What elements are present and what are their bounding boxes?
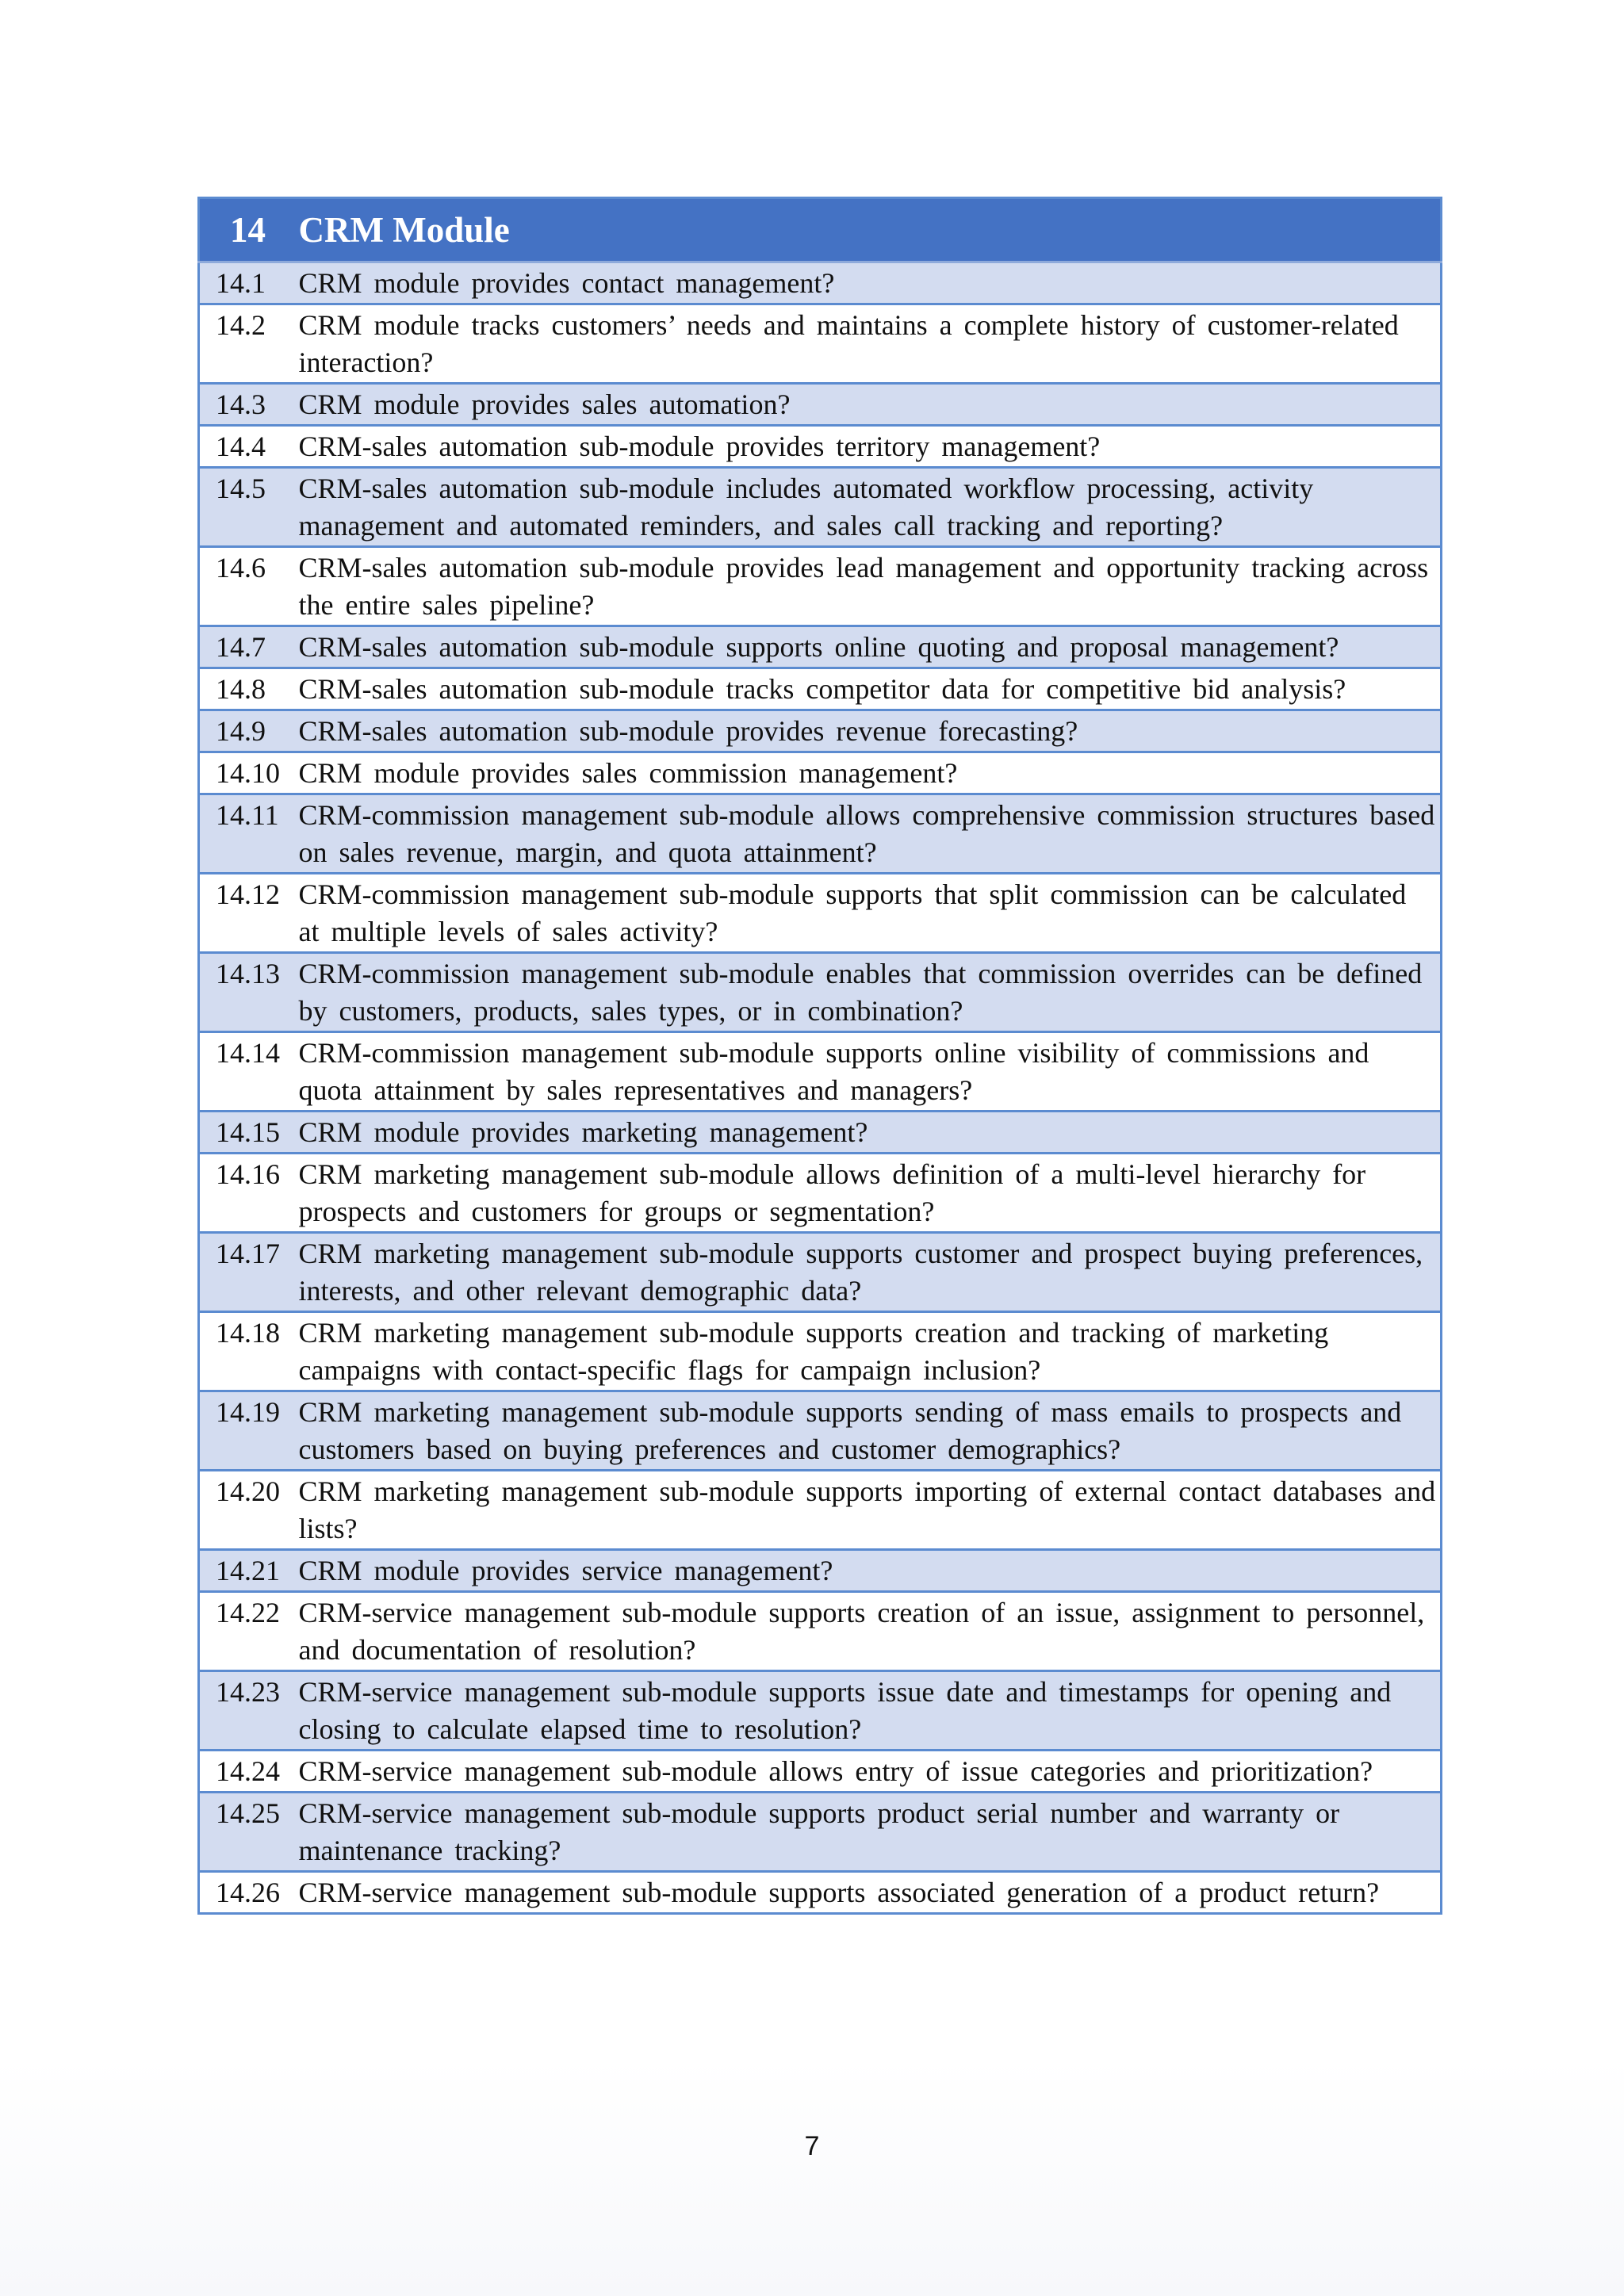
table-row <box>199 874 1442 953</box>
table-row <box>199 794 1442 874</box>
table-row <box>199 1793 1442 1872</box>
table-row <box>199 953 1442 1032</box>
table-row <box>199 1391 1442 1471</box>
row-question: CRM-commission management sub-module supports online visibility of commissions and quota attainment by sales representatives and managers? <box>299 1032 1442 1112</box>
row-number: 14.16 <box>199 1154 299 1233</box>
table-row <box>199 710 1442 752</box>
table-row <box>199 1592 1442 1671</box>
table-row <box>199 262 1442 304</box>
row-number: 14.25 <box>199 1793 299 1872</box>
row-question: CRM-sales automation sub-module provides lead management and opportunity tracking across the entire sales pipeline? <box>299 547 1442 626</box>
row-number: 14.6 <box>199 547 299 626</box>
row-question: CRM module tracks customers’ needs and maintains a complete history of customer-related interaction? <box>299 304 1442 384</box>
row-question: CRM module provides sales commission management? <box>299 752 1442 794</box>
section-header-row <box>199 198 1442 262</box>
row-question: CRM-service management sub-module supports creation of an issue, assignment to personnel, and documentation of resolution? <box>299 1592 1442 1671</box>
table-row <box>199 547 1442 626</box>
row-number: 14.12 <box>199 874 299 953</box>
table-row <box>199 1233 1442 1312</box>
row-question: CRM marketing management sub-module supports creation and tracking of marketing campaigns with contact-specific flags for campaign inclusion? <box>299 1312 1442 1391</box>
section-title: CRM Module <box>299 198 1442 262</box>
row-number: 14.22 <box>199 1592 299 1671</box>
row-number: 14.8 <box>199 668 299 710</box>
section-number: 14 <box>199 198 299 262</box>
row-question: CRM module provides service management? <box>299 1550 1442 1592</box>
row-question: CRM-sales automation sub-module supports online quoting and proposal management? <box>299 626 1442 668</box>
row-question: CRM-service management sub-module supports product serial number and warranty or maintenance tracking? <box>299 1793 1442 1872</box>
page-background <box>0 2058 1624 2296</box>
row-number: 14.11 <box>199 794 299 874</box>
row-number: 14.2 <box>199 304 299 384</box>
row-number: 14.3 <box>199 384 299 426</box>
row-question: CRM-sales automation sub-module includes automated workflow processing, activity management and automated reminders, and sales call tracking and reporting? <box>299 468 1442 547</box>
table-row <box>199 1751 1442 1793</box>
row-number: 14.1 <box>199 262 299 304</box>
table-row <box>199 668 1442 710</box>
row-question: CRM-sales automation sub-module provides territory management? <box>299 426 1442 468</box>
row-question: CRM module provides contact management? <box>299 262 1442 304</box>
table-row <box>199 1872 1442 1914</box>
table-row <box>199 1671 1442 1751</box>
table-row <box>199 1312 1442 1391</box>
row-number: 14.23 <box>199 1671 299 1751</box>
row-question: CRM-service management sub-module allows entry of issue categories and prioritization? <box>299 1751 1442 1793</box>
row-number: 14.13 <box>199 953 299 1032</box>
row-question: CRM-sales automation sub-module tracks competitor data for competitive bid analysis? <box>299 668 1442 710</box>
row-number: 14.18 <box>199 1312 299 1391</box>
table-row <box>199 1112 1442 1154</box>
row-question: CRM-commission management sub-module enables that commission overrides can be defined by customers, products, sales types, or in combination? <box>299 953 1442 1032</box>
table-row <box>199 304 1442 384</box>
row-number: 14.26 <box>199 1872 299 1914</box>
row-question: CRM-commission management sub-module supports that split commission can be calculated at multiple levels of sales activity? <box>299 874 1442 953</box>
table-row <box>199 1032 1442 1112</box>
table-row <box>199 384 1442 426</box>
table-row <box>199 426 1442 468</box>
page-number: 7 <box>804 2131 820 2161</box>
row-question: CRM module provides sales automation? <box>299 384 1442 426</box>
table-row <box>199 1550 1442 1592</box>
row-number: 14.4 <box>199 426 299 468</box>
row-question: CRM marketing management sub-module allows definition of a multi-level hierarchy for prospects and customers for groups or segmentation? <box>299 1154 1442 1233</box>
row-number: 14.9 <box>199 710 299 752</box>
row-question: CRM module provides marketing management? <box>299 1112 1442 1154</box>
table-row <box>199 468 1442 547</box>
row-number: 14.5 <box>199 468 299 547</box>
row-number: 14.17 <box>199 1233 299 1312</box>
row-question: CRM marketing management sub-module supports customer and prospect buying preferences, interests, and other relevant demographic data? <box>299 1233 1442 1312</box>
row-question: CRM-sales automation sub-module provides revenue forecasting? <box>299 710 1442 752</box>
row-number: 14.21 <box>199 1550 299 1592</box>
table-row <box>199 1471 1442 1550</box>
row-number: 14.7 <box>199 626 299 668</box>
row-number: 14.20 <box>199 1471 299 1550</box>
row-question: CRM marketing management sub-module supports importing of external contact databases and lists? <box>299 1471 1442 1550</box>
row-question: CRM-service management sub-module supports associated generation of a product return? <box>299 1872 1442 1914</box>
row-number: 14.14 <box>199 1032 299 1112</box>
table-row <box>199 1154 1442 1233</box>
crm-requirements-table <box>197 197 1442 1915</box>
row-question: CRM-service management sub-module supports issue date and timestamps for opening and closing to calculate elapsed time to resolution? <box>299 1671 1442 1751</box>
row-number: 14.10 <box>199 752 299 794</box>
table-row <box>199 626 1442 668</box>
row-number: 14.24 <box>199 1751 299 1793</box>
row-number: 14.19 <box>199 1391 299 1471</box>
row-question: CRM-commission management sub-module allows comprehensive commission structures based on sales revenue, margin, and quota attainment? <box>299 794 1442 874</box>
row-question: CRM marketing management sub-module supports sending of mass emails to prospects and customers based on buying preferences and customer demographics? <box>299 1391 1442 1471</box>
row-number: 14.15 <box>199 1112 299 1154</box>
table-row <box>199 752 1442 794</box>
